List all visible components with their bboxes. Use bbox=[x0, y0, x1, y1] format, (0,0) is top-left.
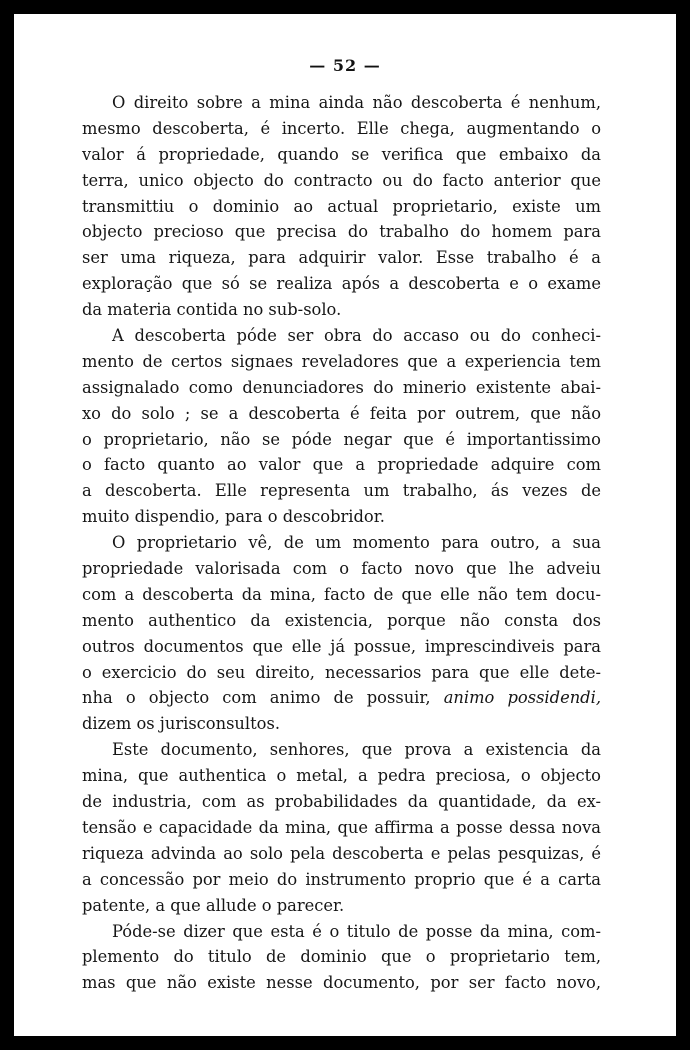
text-line: Póde-se dizer que esta é o titulo de posse da mina, com- bbox=[112, 921, 601, 941]
text-line: o proprietario, não se póde negar que é importantissimo bbox=[82, 429, 601, 449]
text-line: riqueza advinda ao solo pela descoberta e pelas pesquizas, é bbox=[82, 843, 601, 863]
body-text bbox=[82, 90, 601, 996]
paragraph bbox=[82, 530, 601, 737]
latin-phrase: animo possidendi, bbox=[443, 688, 601, 708]
text-line: valor á propriedade, quando se verifica que embaixo da bbox=[82, 144, 601, 164]
text-line: o facto quanto ao valor que a propriedade adquire com bbox=[82, 455, 601, 475]
text-line: mas que não existe nesse documento, por ser facto novo, bbox=[82, 973, 601, 993]
text-line: propriedade valorisada com o facto novo que lhe adveiu bbox=[82, 559, 601, 579]
text-line: xo do solo ; se a descoberta é feita por outrem, que não bbox=[82, 403, 601, 423]
text-line: a descoberta. Elle representa um trabalho, ás vezes de bbox=[82, 481, 601, 501]
text-line: transmittiu o dominio ao actual proprietario, existe um bbox=[82, 196, 601, 216]
paragraph bbox=[82, 323, 601, 530]
text-line-segment: nha o objecto com animo de possuir, bbox=[82, 688, 431, 708]
text-line: tensão e capacidade da mina, que affirma a posse dessa nova bbox=[82, 817, 601, 837]
text-line: A descoberta póde ser obra do accaso ou do conheci- bbox=[112, 326, 601, 346]
text-line-with-latin bbox=[82, 685, 601, 711]
text-line: mina, que authentica o metal, a pedra preciosa, o objecto bbox=[82, 766, 601, 786]
text-line: assignalado como denunciadores do minerio existente abai- bbox=[82, 377, 601, 397]
page-number: — 52 — bbox=[309, 56, 381, 75]
paragraph bbox=[82, 737, 601, 918]
text-line: exploração que só se realiza após a descoberta e o exame bbox=[82, 274, 601, 294]
text-line: mesmo descoberta, é incerto. Elle chega, augmentando o bbox=[82, 118, 601, 138]
paragraph bbox=[82, 919, 601, 997]
text-line: de industria, com as probabilidades da quantidade, da ex- bbox=[82, 792, 601, 812]
text-line: patente, a que allude o parecer. bbox=[82, 895, 345, 915]
text-line: o exercicio do seu direito, necessarios para que elle dete- bbox=[82, 662, 601, 682]
text-line: Este documento, senhores, que prova a existencia da bbox=[112, 740, 601, 760]
paragraph bbox=[82, 90, 601, 323]
text-line: plemento do titulo de dominio que o proprietario tem, bbox=[82, 947, 601, 967]
text-line: mento authentico da existencia, porque não consta dos bbox=[82, 610, 601, 630]
document-page bbox=[14, 14, 676, 1036]
text-line: terra, unico objecto do contracto ou do facto anterior que bbox=[82, 170, 601, 190]
text-line: objecto precioso que precisa do trabalho do homem para bbox=[82, 222, 601, 242]
text-line: ser uma riqueza, para adquirir valor. Esse trabalho é a bbox=[82, 248, 601, 268]
text-line: com a descoberta da mina, facto de que elle não tem docu- bbox=[82, 584, 601, 604]
text-line: a concessão por meio do instrumento proprio que é a carta bbox=[82, 869, 601, 889]
text-line: dizem os jurisconsultos. bbox=[82, 714, 280, 734]
text-line: O proprietario vê, de um momento para outro, a sua bbox=[112, 533, 601, 553]
text-line: O direito sobre a mina ainda não descoberta é nenhum, bbox=[112, 93, 601, 112]
text-line: mento de certos signaes reveladores que a experiencia tem bbox=[82, 351, 601, 371]
text-line: outros documentos que elle já possue, imprescindiveis para bbox=[82, 636, 601, 656]
text-line: da materia contida no sub-solo. bbox=[82, 300, 342, 320]
text-line: muito dispendio, para o descobridor. bbox=[82, 507, 385, 527]
